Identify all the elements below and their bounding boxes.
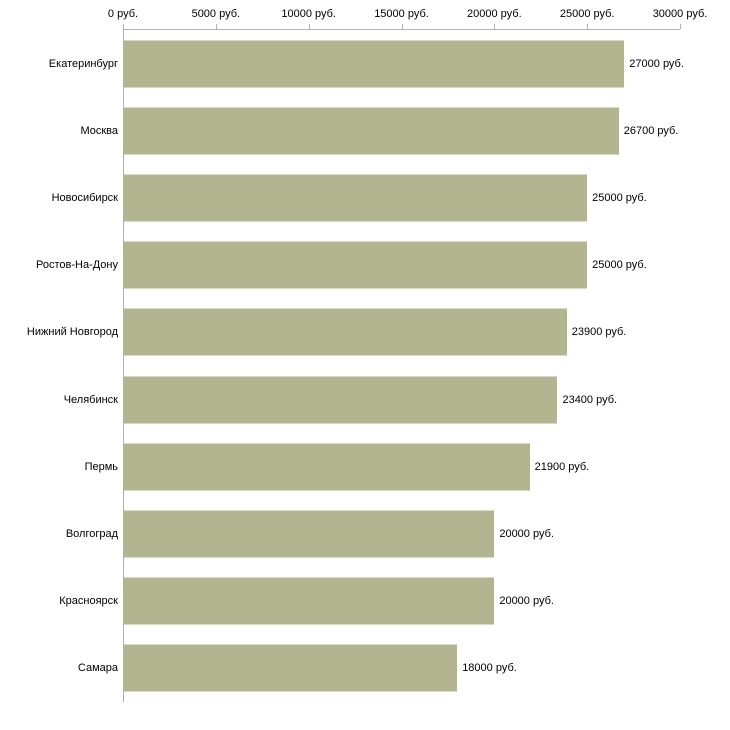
category-label: Москва	[80, 124, 118, 137]
bar[interactable]	[123, 309, 567, 356]
bar-value-label: 27000 руб.	[629, 57, 684, 70]
bar-row	[123, 232, 680, 299]
bar-value-label: 23400 руб.	[562, 393, 618, 406]
bar-value-label: 25000 руб.	[592, 191, 647, 204]
bar-value-label: 18000 руб.	[462, 662, 517, 675]
bar[interactable]	[123, 242, 587, 289]
category-label: Нижний Новгород	[26, 326, 118, 339]
x-tick-label: 15000 руб.	[374, 8, 429, 20]
category-label: Екатеринбург	[48, 57, 118, 70]
bar-value-label: 20000 руб.	[499, 595, 554, 608]
bar[interactable]	[123, 443, 530, 490]
x-tick-label: 0 руб.	[107, 8, 139, 20]
bar-row	[123, 568, 680, 635]
category-label: Самара	[77, 662, 118, 675]
x-tick-label: 10000 руб.	[281, 8, 336, 20]
category-label: Челябинск	[63, 393, 118, 406]
x-tick-label: 25000 руб.	[559, 8, 615, 20]
bar-value-label: 23900 руб.	[571, 326, 627, 339]
bar[interactable]	[123, 376, 557, 423]
category-label: Волгоград	[65, 528, 118, 540]
bar-row	[123, 500, 680, 567]
category-label: Пермь	[84, 460, 118, 473]
bar-value-label: 26700 руб.	[623, 124, 679, 137]
bar-row	[123, 299, 680, 366]
x-tick-label: 5000 руб.	[191, 8, 241, 20]
x-tick-mark	[123, 24, 124, 29]
x-tick-mark	[216, 24, 217, 29]
bar-value-label: 20000 руб.	[499, 527, 554, 540]
x-tick-label: 20000 руб.	[467, 8, 522, 20]
bar-value-label: 25000 руб.	[592, 259, 647, 272]
bar-row	[123, 366, 680, 433]
category-label: Ростов-На-Дону	[35, 259, 118, 272]
bar-row	[123, 30, 684, 97]
category-label: Красноярск	[59, 595, 118, 608]
bar[interactable]	[123, 645, 457, 692]
x-tick-label: 30000 руб.	[652, 8, 708, 20]
bar-value-label: 21900 руб.	[534, 460, 590, 473]
x-tick-mark	[402, 24, 403, 29]
x-tick-mark	[680, 24, 681, 29]
bar-row	[123, 164, 680, 231]
bar[interactable]	[123, 578, 494, 625]
bar-row	[123, 433, 680, 500]
bar[interactable]	[123, 174, 587, 221]
x-tick-mark	[309, 24, 310, 29]
x-tick-mark	[587, 24, 588, 29]
plot-area	[123, 30, 684, 702]
bar[interactable]	[123, 107, 619, 154]
category-label: Новосибирск	[51, 192, 118, 204]
x-tick-mark	[494, 24, 495, 29]
bar-row	[123, 635, 680, 702]
bar-row	[123, 97, 680, 164]
bar[interactable]	[123, 40, 624, 87]
bar[interactable]	[123, 510, 494, 557]
